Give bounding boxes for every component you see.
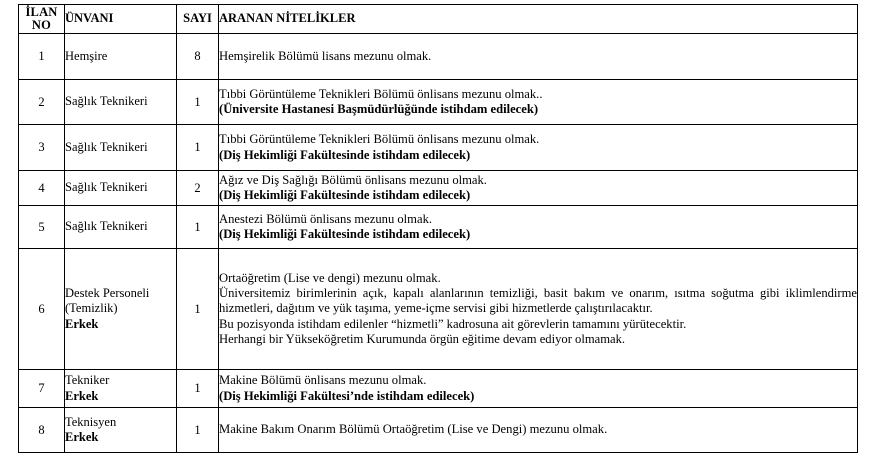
qual-line: Herhangi bir Yükseköğretim Kurumunda örgün eğitime devam ediyor olmamak. [219, 332, 626, 347]
column-header-ilan-no-line1: İLAN [25, 4, 58, 19]
cell-sayi: 1 [177, 408, 219, 453]
listing-table-container [18, 4, 857, 453]
table-row [19, 171, 858, 206]
cell-aranan-nitelikler [219, 80, 858, 125]
cell-unvani [65, 370, 177, 408]
table-row [19, 80, 858, 125]
cell-aranan-nitelikler [219, 34, 858, 80]
unvani-gender-note: Erkek [65, 430, 99, 444]
cell-ilan-no: 1 [19, 34, 65, 80]
unvani-text: Tekniker [65, 373, 110, 388]
table-body [19, 34, 858, 453]
cell-sayi: 1 [177, 206, 219, 249]
qual-line: Ortaöğretim (Lise ve dengi) mezunu olmak. [219, 270, 441, 285]
cell-ilan-no: 3 [19, 125, 65, 171]
table-header [19, 5, 858, 34]
unvani-gender-note: Erkek [65, 388, 99, 403]
column-header-ilan-no [19, 5, 65, 34]
qual-line-emphasis: (Diş Hekimliği Fakültesinde istihdam edilecek) [219, 188, 471, 202]
unvani-text-line2: (Temizlik) [65, 301, 118, 316]
cell-ilan-no: 5 [19, 206, 65, 249]
cell-ilan-no: 6 [19, 249, 65, 370]
qual-line: Makine Bölümü önlisans mezunu olmak. [219, 373, 427, 388]
cell-aranan-nitelikler [219, 206, 858, 249]
cell-unvani [65, 249, 177, 370]
qual-line: Anestezi Bölümü önlisans mezunu olmak. [219, 211, 433, 226]
qual-paragraph: Üniversitemiz birimlerinin açık, kapalı alanlarının temizliği, basit bakım ve onarım, ısıtma soğutma gibi iklimlendirme hizmetleri, dağıtım ve yük taşıma, yeme-içme servisi gibi hizmetlerde çalıştırılacaktır. [219, 285, 857, 316]
unvani-text: Sağlık Teknikeri [65, 180, 148, 195]
table-row [19, 125, 858, 171]
cell-ilan-no: 4 [19, 171, 65, 206]
unvani-text: Sağlık Teknikeri [65, 94, 148, 109]
cell-sayi: 1 [177, 370, 219, 408]
cell-ilan-no: 7 [19, 370, 65, 408]
qual-line: Tıbbi Görüntüleme Teknikleri Bölümü önlisans mezunu olmak. [219, 132, 540, 147]
cell-sayi: 2 [177, 171, 219, 206]
column-header-sayi: SAYI [177, 5, 219, 34]
cell-aranan-nitelikler [219, 125, 858, 171]
cell-unvani [65, 408, 177, 453]
table-row [19, 370, 858, 408]
unvani-text: Hemşire [65, 48, 108, 63]
cell-unvani [65, 34, 177, 80]
cell-aranan-nitelikler [219, 370, 858, 408]
cell-sayi: 1 [177, 125, 219, 171]
cell-ilan-no: 8 [19, 408, 65, 453]
qual-line: Ağız ve Diş Sağlığı Bölümü önlisans mezunu olmak. [219, 172, 487, 187]
cell-sayi: 1 [177, 249, 219, 370]
job-listing-table [18, 4, 858, 453]
qual-line: Tıbbi Görüntüleme Teknikleri Bölümü önlisans mezunu olmak.. [219, 86, 543, 101]
qual-line-emphasis: (Diş Hekimliği Fakültesi’nde istihdam edilecek) [219, 388, 475, 403]
table-row [19, 34, 858, 80]
column-header-unvani: ÜNVANI [65, 5, 177, 34]
table-row [19, 249, 858, 370]
column-header-ilan-no-line2: NO [31, 18, 52, 32]
qual-line-emphasis: (Üniversite Hastanesi Başmüdürlüğünde istihdam edilecek) [219, 102, 539, 116]
table-row [19, 408, 858, 453]
cell-unvani [65, 80, 177, 125]
unvani-text-line1: Destek Personeli [65, 286, 150, 301]
cell-aranan-nitelikler [219, 249, 858, 370]
unvani-text: Sağlık Teknikeri [65, 139, 148, 154]
column-header-aranan-nitelikler: ARANAN NİTELİKLER [219, 5, 858, 34]
cell-aranan-nitelikler [219, 408, 858, 453]
cell-ilan-no: 2 [19, 80, 65, 125]
qual-line: Hemşirelik Bölümü lisans mezunu olmak. [219, 48, 432, 63]
unvani-text: Teknisyen [65, 414, 117, 429]
table-header-row [19, 5, 858, 34]
cell-sayi: 8 [177, 34, 219, 80]
qual-line: Makine Bakım Onarım Bölümü Ortaöğretim (Lise ve Dengi) mezunu olmak. [219, 422, 608, 437]
qual-line-emphasis: (Diş Hekimliği Fakültesinde istihdam edilecek) [219, 147, 471, 162]
qual-line-emphasis: (Diş Hekimliği Fakültesinde istihdam edilecek) [219, 227, 471, 241]
cell-unvani [65, 125, 177, 171]
cell-aranan-nitelikler [219, 171, 858, 206]
cell-sayi: 1 [177, 80, 219, 125]
cell-unvani [65, 171, 177, 206]
unvani-text: Sağlık Teknikeri [65, 219, 148, 234]
qual-line: Bu pozisyonda istihdam edilenler “hizmetli” kadrosuna ait görevlerin tamamını yürütecektir. [219, 316, 687, 331]
unvani-gender-note: Erkek [65, 316, 99, 331]
cell-unvani [65, 206, 177, 249]
table-row [19, 206, 858, 249]
